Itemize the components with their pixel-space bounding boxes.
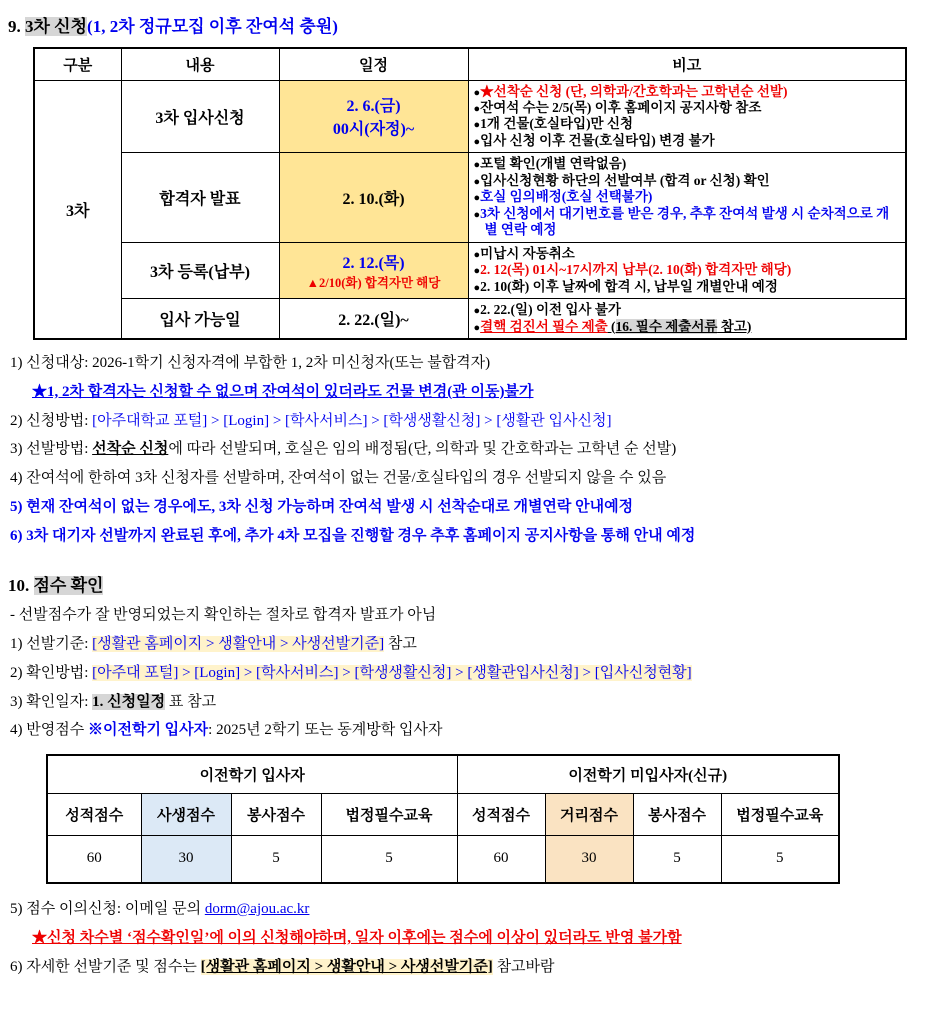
schedule-cell <box>279 299 468 339</box>
note-line <box>10 440 926 459</box>
score-label-cell: 성적점수 <box>47 793 141 835</box>
section10-title-number: 10. <box>8 576 34 596</box>
section9-notes <box>10 354 926 545</box>
text-segment: 1. 신청일정 <box>92 693 166 710</box>
note-line <box>10 721 926 740</box>
text-segment: 잔여석 수는 2/5(목) 이후 홈페이지 공지사항 참조 <box>480 99 762 115</box>
note-line <box>10 693 926 712</box>
note-line <box>10 958 926 977</box>
text-segment: [아주대학교 포털] > [Login] > [학사서비스] > [학생생활신청] > [생활관 입사신청] <box>92 412 612 429</box>
score-label-cell: 성적점수 <box>457 793 545 835</box>
schedule-line: 2. 22.(일)~ <box>338 312 409 330</box>
text-segment: 입사 신청 이후 건물(호실타입) 변경 불가 <box>480 132 715 148</box>
text-segment: 호실 임의배정(호실 선택불가) <box>480 189 653 205</box>
remark-bullet <box>474 84 902 100</box>
section9-title-paren: (1, 2차 정규모집 이후 잔여석 충원) <box>87 17 338 36</box>
text-segment: ★선착순 신청 (단, 의학과/간호학과는 고학년순 선발) <box>480 83 788 99</box>
content-cell: 3차 입사신청 <box>121 80 279 153</box>
score-table-value-row <box>47 835 839 883</box>
score-table-group-row <box>47 755 839 793</box>
schedule-table-header-row <box>34 48 906 80</box>
remarks-cell <box>468 299 906 339</box>
header-schedule: 일정 <box>279 48 468 80</box>
schedule-line: 2. 12.(목) <box>342 254 405 272</box>
header-content: 내용 <box>121 48 279 80</box>
bullet-icon: ● <box>473 86 481 99</box>
bullet-icon: ● <box>473 102 481 115</box>
remark-bullet <box>474 319 902 335</box>
text-segment: 참고 <box>384 636 417 653</box>
bullet-icon: ● <box>473 321 481 334</box>
content-cell: 입사 가능일 <box>121 299 279 339</box>
header-remarks: 비고 <box>468 48 906 80</box>
schedule-line: 00시(자정)~ <box>332 121 415 139</box>
text-segment: 참고바람 <box>492 958 555 975</box>
bullet-icon: ● <box>473 119 481 132</box>
remark-bullet <box>474 206 902 239</box>
score-label-cell: 법정필수교육 <box>721 793 839 835</box>
score-value-cell: 5 <box>231 835 321 883</box>
score-table-label-row <box>47 793 839 835</box>
text-segment: [생활관 홈페이지 > 생활안내 > 사생선발기준] <box>92 636 385 653</box>
text-segment: 2) 신청방법: <box>10 412 93 429</box>
text-segment: 에 따라 선발되며, 호실은 임의 배정됨(단, 의학과 및 간호학과는 고학년 순 선발) <box>168 441 677 458</box>
score-label-cell: 법정필수교육 <box>321 793 457 835</box>
text-segment: 5) 현재 잔여석이 없는 경우에도, 3차 신청 가능하며 잔여석 발생 시 선착순대로 개별연락 안내예정 <box>10 498 634 515</box>
remark-bullet <box>474 302 902 318</box>
header-category: 구분 <box>34 48 121 80</box>
remarks-cell <box>468 153 906 242</box>
text-segment: ★1, 2차 합격자는 신청할 수 없으며 잔여석이 있더라도 건물 변경(관 이동)불가 <box>32 383 534 400</box>
note-line <box>10 606 926 625</box>
text-segment: 2) 확인방법: <box>10 664 93 681</box>
text-segment: 4) 잔여석에 한하여 3차 신청자를 선발하며, 잔여석이 없는 건물/호실타입의 경우 선발되지 않을 수 있음 <box>10 470 667 487</box>
score-label-cell: 거리점수 <box>545 793 633 835</box>
note-line <box>10 383 926 402</box>
text-segment: 선착순 신청 <box>92 441 169 458</box>
note-line <box>10 527 926 546</box>
score-value-cell: 5 <box>633 835 721 883</box>
text-segment: 3) 선발방법: <box>10 441 93 458</box>
text-segment: 입사신청현황 하단의 선발여부 (합격 or 신청) 확인 <box>480 172 770 188</box>
bullet-icon: ● <box>473 265 481 278</box>
score-group-header: 이전학기 미입사자(신규) <box>457 755 839 793</box>
text-segment: 16. 필수 제출서류 <box>615 318 718 334</box>
remarks-cell <box>468 80 906 153</box>
bullet-icon: ● <box>473 135 481 148</box>
remark-bullet <box>474 279 902 295</box>
text-segment: ★신청 차수별 ‘점수확인일’에 이의 신청해야하며, 일자 이후에는 점수에 이상이 있더라도 반영 불가함 <box>32 929 682 946</box>
section9-title-number: 9. <box>8 17 25 36</box>
score-value-cell: 60 <box>457 835 545 883</box>
text-segment: 2. 12(목) 01시~17시까지 납부(2. 10(화) 합격자만 해당) <box>480 262 792 278</box>
note-line <box>10 635 926 654</box>
group-label-cell: 3차 <box>34 80 121 339</box>
text-segment: 1개 건물(호실타입)만 신청 <box>480 116 634 132</box>
section10-lines-bottom <box>10 900 926 976</box>
remarks-cell <box>468 242 906 298</box>
text-segment: 참고) <box>717 318 752 334</box>
bullet-icon: ● <box>473 159 481 172</box>
text-segment: [생활관 홈페이지 > 생활안내 > 사생선발기준] <box>200 958 493 975</box>
schedule-line: ▲2/10(화) 합격자만 해당 <box>306 275 441 290</box>
schedule-table-row <box>34 242 906 298</box>
bullet-icon: ● <box>473 175 481 188</box>
text-segment: 결핵 검진서 필수 제출 <box>480 318 608 334</box>
note-line <box>10 664 926 683</box>
text-segment: 2. 22.(일) 이전 입사 불가 <box>480 302 621 318</box>
text-segment: 표 참고 <box>165 693 217 710</box>
text-segment: - 선발점수가 잘 반영되었는지 확인하는 절차로 합격자 발표가 아님 <box>10 607 437 624</box>
section9-title <box>8 12 926 37</box>
schedule-line: 2. 6.(금) <box>346 98 401 116</box>
note-line <box>10 929 926 948</box>
score-value-cell: 30 <box>141 835 231 883</box>
text-segment: 3차 신청에서 대기번호를 받은 경우, 추후 잔여석 발생 시 순차적으로 개별 연락 예정 <box>480 205 890 238</box>
remark-bullet <box>474 246 902 262</box>
text-segment: 1) 신청대상: 2026-1학기 신청자격에 부합한 1, 2차 미신청자(또는 불합격자) <box>10 355 491 372</box>
note-line <box>10 498 926 517</box>
schedule-table-row <box>34 80 906 153</box>
score-value-cell: 60 <box>47 835 141 883</box>
schedule-table-row <box>34 299 906 339</box>
content-cell: 3차 등록(납부) <box>121 242 279 298</box>
schedule-line: 2. 10.(화) <box>342 191 405 209</box>
schedule-cell <box>279 153 468 242</box>
text-segment: ( <box>607 318 616 334</box>
section10-lines-top <box>10 606 926 740</box>
content-cell: 합격자 발표 <box>121 153 279 242</box>
note-line <box>10 469 926 488</box>
note-line <box>10 354 926 373</box>
note-line <box>10 900 926 919</box>
text-segment: 6) 3차 대기자 선발까지 완료된 후에, 추가 4차 모집을 진행할 경우 추후 홈페이지 공지사항을 통해 안내 예정 <box>10 527 696 544</box>
schedule-cell <box>279 242 468 298</box>
section9-title-main: 3차 신청 <box>25 17 88 36</box>
score-label-cell: 사생점수 <box>141 793 231 835</box>
schedule-cell <box>279 80 468 153</box>
remark-bullet <box>474 262 902 278</box>
email-link[interactable]: dorm@ajou.ac.kr <box>204 901 310 918</box>
remark-bullet <box>474 156 902 172</box>
schedule-table <box>33 47 907 340</box>
text-segment: 4) 반영점수 <box>10 722 88 739</box>
score-label-cell: 봉사점수 <box>633 793 721 835</box>
remark-bullet <box>474 116 902 132</box>
section10-title <box>8 571 926 596</box>
remark-bullet <box>474 173 902 189</box>
score-group-header: 이전학기 입사자 <box>47 755 457 793</box>
remark-bullet <box>474 133 902 149</box>
text-segment: ※이전학기 입사자 <box>87 722 209 739</box>
text-segment: 5) 점수 이의신청: 이메일 문의 <box>10 901 205 918</box>
score-value-cell: 5 <box>721 835 839 883</box>
bullet-icon: ● <box>473 192 481 205</box>
score-value-cell: 30 <box>545 835 633 883</box>
bullet-icon: ● <box>473 248 481 261</box>
note-line <box>10 412 926 431</box>
score-value-cell: 5 <box>321 835 457 883</box>
bullet-icon: ● <box>473 208 481 221</box>
bullet-icon: ● <box>473 281 481 294</box>
text-segment: [아주대 포털] > [Login] > [학사서비스] > [학생생활신청] > [생활관입사신청] > [입사신청현황] <box>92 664 692 681</box>
text-segment: 3) 확인일자: <box>10 693 93 710</box>
remark-bullet <box>474 189 902 205</box>
text-segment: 2. 10(화) 이후 날짜에 합격 시, 납부일 개별안내 예정 <box>480 278 778 294</box>
text-segment: 6) 자세한 선발기준 및 점수는 <box>10 958 201 975</box>
bullet-icon: ● <box>473 305 481 318</box>
section10-title-main: 점수 확인 <box>33 576 104 596</box>
score-label-cell: 봉사점수 <box>231 793 321 835</box>
score-table <box>46 754 840 884</box>
remark-bullet <box>474 100 902 116</box>
schedule-table-row <box>34 153 906 242</box>
text-segment: : 2025년 2학기 또는 동계방학 입사자 <box>208 722 443 739</box>
text-segment: 미납시 자동취소 <box>480 245 575 261</box>
text-segment: 포털 확인(개별 연락없음) <box>480 156 627 172</box>
text-segment: 1) 선발기준: <box>10 636 93 653</box>
